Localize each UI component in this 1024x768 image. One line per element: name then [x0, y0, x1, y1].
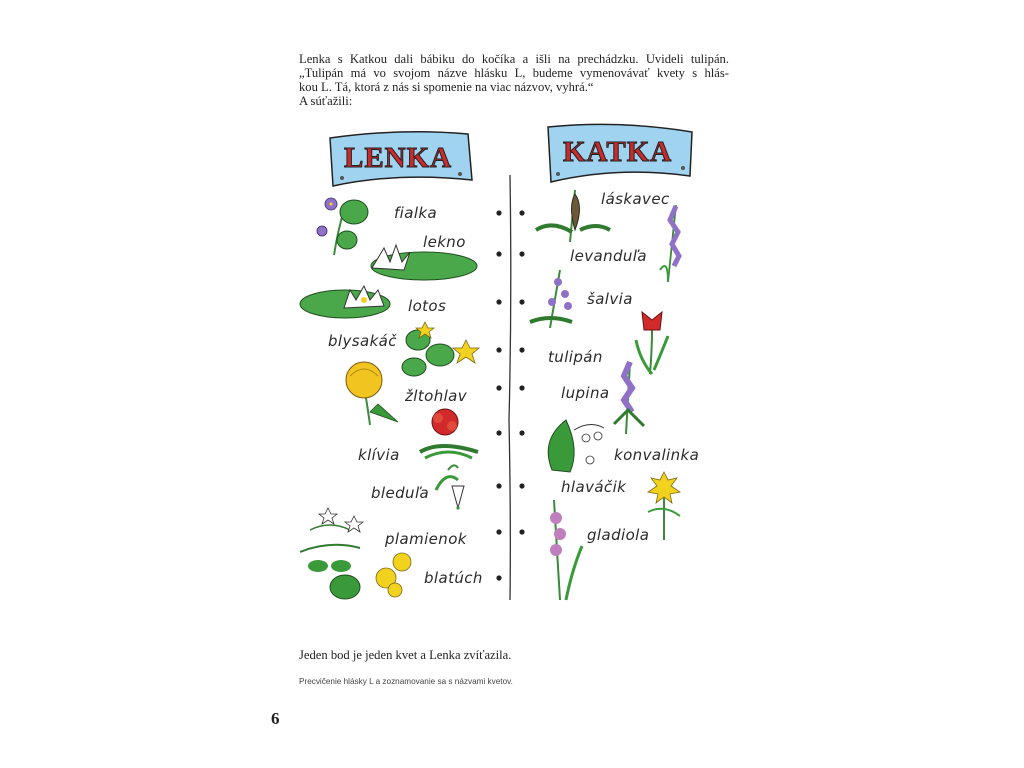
flower-label-blatuch: blatúch: [424, 569, 483, 587]
snowflake-flower-icon: [436, 465, 464, 509]
pheasants-eye-icon: [648, 472, 680, 540]
salvia-icon: [530, 270, 572, 328]
intro-line-4: A súťažili:: [299, 94, 353, 108]
flower-label-salvia: šalvia: [587, 290, 633, 308]
amaranth-icon: [536, 190, 610, 242]
katka-banner-label: KATKA: [563, 136, 673, 168]
lavender-icon: [660, 205, 679, 282]
flower-label-bledula: bleduľa: [371, 484, 430, 502]
clematis-icon: [300, 508, 363, 572]
right-dots: [519, 210, 524, 534]
tulip-icon: [636, 312, 668, 374]
flower-label-lupina: lupina: [561, 384, 610, 402]
lotus-icon: [300, 286, 390, 318]
page-number: 6: [271, 709, 280, 728]
caption: Precvičenie hlásky L a zoznamovanie sa s názvami kvetov.: [299, 677, 513, 686]
flower-label-klivia: klívia: [358, 446, 400, 464]
clivia-icon: [420, 409, 478, 458]
center-divider: [509, 175, 511, 600]
flower-label-levandula: levanduľa: [570, 247, 647, 265]
intro-line-1: Lenka s Katkou dali bábiku do kočíka a išli na prechádzku. Uvideli tulipán.: [299, 52, 729, 66]
flower-label-hlavacik: hlaváčik: [561, 478, 627, 496]
result-sentence: Jeden bod je jeden kvet a Lenka zvíťazila.: [299, 648, 512, 662]
flower-label-plamienok: plamienok: [385, 530, 467, 548]
flower-label-blysakac: blysakáč: [328, 332, 397, 350]
violet-icon: [317, 198, 368, 255]
intro-line-3: kou L. Tá, ktorá z nás si spomenie na viac názvov, vyhrá.“: [299, 80, 594, 94]
lily-of-the-valley-icon: [548, 420, 604, 472]
globeflower-icon: [346, 362, 398, 425]
flower-label-fialka: fialka: [394, 204, 438, 222]
katka-banner: [548, 124, 692, 182]
flower-label-lekno: lekno: [423, 233, 466, 251]
left-dots: [496, 210, 501, 580]
flower-label-tulipan: tulipán: [548, 348, 603, 366]
flower-label-lotos: lotos: [408, 297, 447, 315]
lenka-banner-label: LENKA: [344, 142, 453, 174]
lupine-icon: [614, 362, 644, 434]
intro-line-2: „Tulipán má vo svojom názve hlásku L, budeme vymenovávať kvety s hlás-: [299, 66, 729, 80]
gladiolus-icon: [550, 500, 582, 600]
flower-label-zltohlav: žltohlav: [405, 387, 468, 405]
marsh-marigold-icon: [330, 553, 411, 599]
lenka-banner: [330, 132, 472, 186]
flower-label-laskavec: láskavec: [601, 190, 670, 208]
lesser-celandine-icon: [402, 322, 479, 376]
flower-label-konvalinka: konvalinka: [614, 446, 700, 464]
flower-label-gladiola: gladiola: [587, 526, 650, 544]
